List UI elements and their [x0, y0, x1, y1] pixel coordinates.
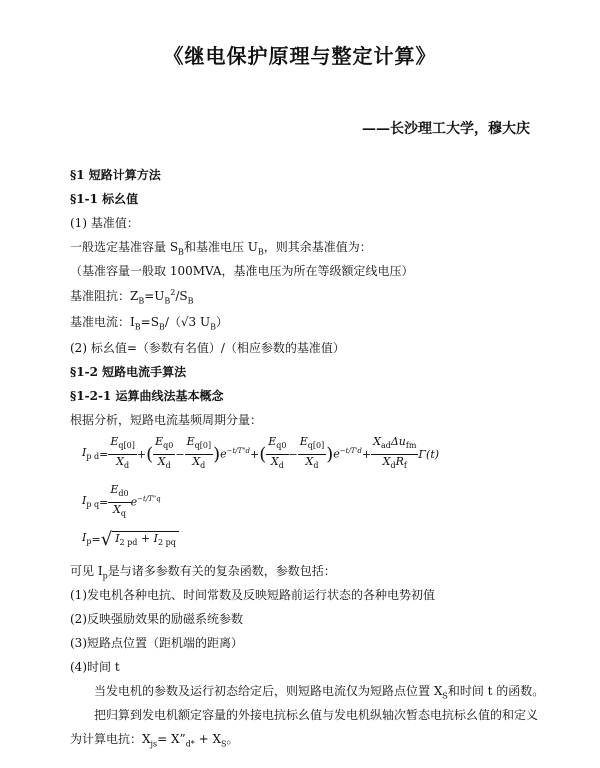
author-line: ——长沙理工大学，穆大庆	[362, 121, 530, 137]
exp-term-2: $e^{-t/T'd}$	[333, 447, 362, 461]
plus-sign: +	[361, 447, 372, 461]
sub-s: S	[221, 739, 227, 749]
sub-b: B	[158, 322, 165, 332]
visible-line	[70, 562, 336, 580]
base-current-line	[70, 313, 228, 331]
sqrt-radicand: $I_{2 pd} + I_{2 pq}$	[112, 531, 179, 547]
base-line-1-c: ，则其余基准值为：	[263, 240, 372, 254]
sub-js: js	[150, 739, 158, 749]
sqrt-symbol: √	[100, 528, 113, 550]
plus-sign: +	[250, 447, 260, 461]
paragraph-1	[94, 682, 544, 700]
param-item-4: (4)时间 t	[70, 660, 120, 674]
paragraph-2: 把归算到发电机额定容量的外接电抗标幺值与发电机纵轴次暂态电抗标幺值的和定义	[94, 708, 539, 722]
formula-ipd-lhs: $I_{p d}$	[82, 446, 100, 462]
minus-sign: −	[288, 447, 298, 461]
base-line-2: （基准容量一般取 100MVA，基准电压为所在等级额定线电压）	[70, 264, 414, 278]
para1-a: 当发电机的参数及运行初态给定后，则短路电流仅为短路点位置 X	[94, 684, 443, 698]
equals-sign: =	[99, 447, 109, 461]
per-unit-definition: (2) 标幺值=（参数有名值）/（相应参数的基准值）	[70, 341, 345, 355]
frac-eq0p-xdp: $\frac{E_{q0}}{X_d}$	[268, 435, 287, 470]
param-item-1: (1)发电机各种电抗、时间常数及反映短路前运行状态的各种电势初值	[70, 588, 436, 602]
para3-a: 为计算电抗：X	[70, 732, 151, 746]
visible-b: 是与诸多参数有关的复杂函数，参数包括：	[107, 564, 336, 578]
plus-sign: +	[136, 447, 147, 461]
section-heading-1-2-1: §1-2-1 运算曲线法基本概念	[70, 389, 224, 403]
sub-b: B	[134, 322, 141, 332]
exp-term-q: $e^{-t/T"q}$	[130, 495, 161, 509]
base-impedance-line	[70, 287, 194, 305]
formula-ipq	[82, 482, 161, 522]
document-title: 《继电保护原理与整定计算》	[163, 44, 437, 68]
cur-label: 基准电流：I	[70, 315, 135, 329]
decomposition-line: 根据分析，短路电流基频周期分量：	[70, 413, 263, 427]
cur-end: ）	[215, 315, 228, 329]
cur-div: /（	[164, 315, 181, 329]
base-value-label: (1) 基准值：	[70, 216, 139, 230]
param-item-2: (2)反映强励效果的励磁系统参数	[70, 612, 243, 626]
frac-eq0-xd: $\frac{E_{q[0]}}{X_d}$	[110, 435, 135, 470]
sub-b: B	[210, 322, 216, 332]
sub-b: B	[178, 247, 184, 257]
cur-eq: =S	[140, 315, 159, 329]
base-line-1-b: 和基准电压 U	[183, 240, 258, 254]
right-paren: )	[326, 443, 334, 465]
left-paren: (	[259, 443, 267, 465]
section-heading-1: §1 短路计算方法	[70, 168, 161, 182]
sub-b: B	[164, 296, 171, 306]
right-paren: )	[213, 443, 221, 465]
formula-ipq-lhs: $I_{p q}$	[82, 494, 100, 510]
sub-b: B	[138, 296, 145, 306]
para3-b: = X”	[157, 732, 186, 746]
imp-label: 基准阻抗：Z	[70, 289, 139, 303]
formula-ip	[82, 526, 179, 552]
sub-s: S	[442, 691, 448, 701]
minus-sign: −	[175, 447, 185, 461]
base-line-1	[70, 238, 372, 256]
formula-ip-lhs: $I_p$	[82, 531, 92, 547]
left-paren: (	[146, 443, 154, 465]
frac-eq0-xd2: $\frac{E_{q[0]}}{X_d}$	[299, 435, 325, 470]
sub-p: p	[102, 571, 108, 581]
sub-d: d*	[185, 739, 195, 749]
sub-b: B	[257, 247, 264, 257]
section-heading-1-1: §1-1 标幺值	[70, 192, 139, 206]
visible-a: 可见 I	[70, 564, 103, 578]
sup-2: 2	[170, 288, 176, 297]
sub-b: B	[187, 296, 194, 306]
section-heading-1-2: §1-2 短路电流手算法	[70, 365, 187, 379]
gamma-term: Γ(t)	[418, 447, 440, 461]
frac-eq0-xdp: $\frac{E_{q[0]}}{X_d}$	[186, 435, 212, 470]
para3-d: 。	[226, 732, 239, 746]
frac-eq0pp-xdpp: $\frac{E_{q0}}{X_d}$	[155, 435, 174, 470]
formula-ipd	[82, 432, 439, 476]
frac-ed0-xq: $\frac{E_{d0}}{X_q}$	[110, 483, 129, 518]
imp-eq: =U	[144, 289, 165, 303]
imp-div: /S	[175, 289, 188, 303]
para1-b: 和时间 t 的函数。	[447, 684, 545, 698]
equals-sign: =	[91, 532, 101, 546]
exp-term-1: $e^{-t/T"d}$	[220, 447, 251, 461]
paragraph-3	[70, 730, 239, 748]
equals-sign: =	[99, 495, 109, 509]
cur-u: U	[196, 315, 211, 329]
para3-c: + X	[194, 732, 222, 746]
base-line-1-a: 一般选定基准容量 S	[70, 240, 179, 254]
frac-excitation: $\frac{X_{ad}\Delta u_{fm}}{X_dR_f}$	[373, 435, 417, 470]
param-item-3: (3)短路点位置（距机端的距离）	[70, 636, 243, 650]
sqrt-three: √3	[180, 315, 197, 329]
